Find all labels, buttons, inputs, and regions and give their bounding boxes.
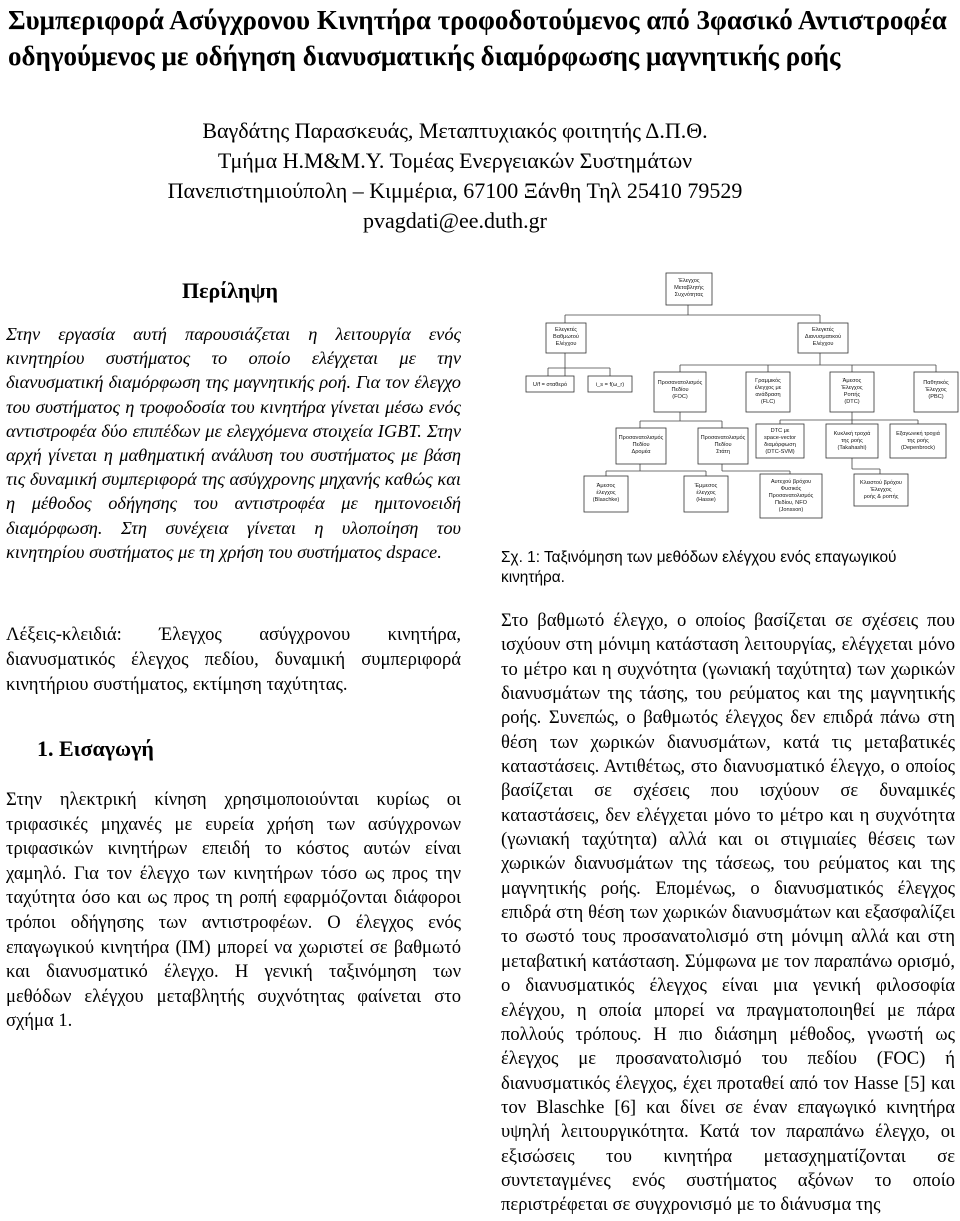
abstract-heading: Περίληψη	[182, 278, 279, 303]
control-methods-diagram	[520, 268, 960, 533]
node-text: της ροής	[907, 438, 929, 444]
node-text: διαμόρφωση	[764, 442, 796, 448]
node-text: Διανυσματικού	[804, 334, 842, 340]
figure-caption: Σχ. 1: Ταξινόμηση των μεθόδων ελέγχου ενός επαγωγικού κινητήρα.	[501, 549, 897, 586]
node-text: της ροής	[841, 438, 863, 444]
diagram-node-hasse	[684, 476, 728, 512]
node-text: Προσανατολισμός	[700, 435, 746, 441]
node-text: (Jonsson)	[778, 507, 804, 513]
diagram-node-rotor-flux	[616, 428, 666, 464]
node-text: Πεδίου	[671, 387, 689, 393]
node-text: Πεδίου	[632, 442, 650, 448]
node-text: (Blaschke)	[592, 497, 620, 503]
node-text: έλεγχος	[596, 490, 616, 496]
node-text: Άμεσος	[596, 483, 616, 489]
node-text: Έλεγχος	[841, 385, 863, 391]
node-text: Πεδίου	[714, 442, 732, 448]
keywords: Λέξεις-κλειδιά: Έλεγχος ασύγχρονου κινητήρα, διανυσματικός έλεγχος πεδίου, δυναμική συμπεριφορά κινητήριου συστήματος, εκτίμηση ταχύτητας.	[6, 624, 461, 695]
author-email: pvagdati@ee.duth.gr	[363, 208, 547, 233]
diagram-node-scalar	[546, 323, 586, 353]
author-department: Τμήμα Η.Μ&Μ.Υ. Τομέας Ενεργειακών Συστημάτων	[217, 148, 693, 173]
node-text: Κλειστού βρόχου	[860, 480, 902, 486]
node-text: Ελέγχου	[555, 341, 577, 347]
node-text: Εξαγωνική τροχιά	[896, 431, 940, 437]
node-text: Δρομέα	[631, 449, 651, 455]
introduction-text: Στην ηλεκτρική κίνηση χρησιμοποιούνται κυρίως οι τριφασικές μηχανές με ευρεία χρήση των ασύγχρονων τριφασικών κινητήρων επειδή το κόστος αυτών είναι χαμηλό. Για τον έλεγχο των κινητήρων τόσο ως προς την ταχύτητα όσο και ως προς τη ροπή εφαρμόζονται διάφοροι τρόποι οδήγησης των αντιστροφέων. Ο έλεγχος ενός επαγωγικού κινητήρα (IM) μπορεί να χωριστεί σε βαθμωτό και διανυσματικό έλεγχο. Η γενική ταξινόμηση των μεθόδων ελέγχου μεταβλητής συχνότητας φαίνεται στο σχήμα 1.	[6, 789, 461, 1032]
diagram-node-dtc-svm	[756, 424, 804, 458]
node-text: Προσανατολισμός	[618, 435, 664, 441]
node-text: Έλεγχος	[925, 387, 947, 393]
author-name: Βαγδάτης Παρασκευάς, Μεταπτυχιακός φοιτητής Δ.Π.Θ.	[202, 118, 708, 143]
node-text: έλεγχος	[696, 490, 716, 496]
node-text: ανάδραση	[755, 392, 781, 398]
diagram-node-dtc	[830, 372, 874, 412]
author-address: Πανεπιστημιούπολη – Κιμμέρια, 67100 Ξάνθη Τηλ 25410 79529	[167, 178, 743, 203]
node-text: Έμμεσος	[694, 483, 718, 489]
node-text: ροής & ροπής	[863, 494, 899, 500]
node-text: (Depenbrock)	[901, 445, 935, 451]
paper-title	[8, 2, 958, 74]
node-text: DTC με	[770, 428, 790, 434]
title-line-2: οδηγούμενος με οδήγηση διανυσματικής διαμόρφωσης μαγνητικής ροής	[8, 41, 841, 71]
diagram-node-flc	[746, 372, 790, 412]
node-text: Μεταβλητής	[674, 285, 704, 291]
node-text: Συχνότητας	[674, 292, 704, 298]
diagram-node-vector	[798, 323, 848, 353]
diagram-node-depenbrock	[890, 424, 946, 458]
node-text: (FOC)	[672, 394, 688, 400]
node-text: Γραμμικός	[755, 378, 781, 384]
diagram-node-foc	[654, 372, 706, 412]
node-text: i_s = f(ω_r)	[595, 382, 625, 388]
node-text: (Hasse)	[696, 497, 716, 503]
node-text: Προσανατολισμός	[657, 380, 703, 386]
node-text: Έλεγχος	[870, 487, 892, 493]
node-text: Παθητικός	[923, 380, 949, 386]
node-text: Ελέγχου	[812, 341, 834, 347]
diagram-node-is-f	[588, 376, 632, 392]
node-text: Ελεγκτές	[811, 327, 835, 333]
node-text: U/f = σταθερό	[532, 382, 568, 388]
diagram-node-pbc	[914, 372, 958, 412]
node-text: Αυτεχού βρόχου	[770, 479, 812, 485]
node-text: Έλεγχος	[678, 278, 700, 284]
node-text: Ελεγκτές	[554, 327, 578, 333]
node-text: space-vector	[763, 435, 797, 441]
node-text: Στάτη	[716, 449, 730, 455]
diagram-node-takahashi	[826, 424, 878, 458]
diagram-node-stator-flux	[698, 428, 748, 464]
diagram-node-root	[666, 273, 712, 305]
node-text: Βαθμωτού	[553, 334, 579, 340]
diagram-node-closed-loop	[854, 474, 908, 506]
node-text: Ροπής	[843, 392, 861, 398]
node-text: Προσανατολισμός	[768, 493, 814, 499]
title-line-1: Συμπεριφορά Ασύγχρονου Κινητήρα τροφοδοτούμενος από 3φασικό Αντιστροφέα	[8, 5, 947, 35]
node-text: Πεδίου, NFO	[775, 500, 807, 506]
node-text: (Takahashi)	[837, 445, 867, 451]
diagram-node-blaschke	[584, 476, 628, 512]
node-text: (FLC)	[760, 399, 776, 405]
right-column-text: Στο βαθμωτό έλεγχο, ο οποίος βασίζεται σε σχέσεις που ισχύουν στη μόνιμη κατάσταση λειτουργίας, ελέγχεται μόνο το μέτρο και η συχνότητα (γωνιακή ταχύτητα) των χωρικών διανυσμάτων της τάσης, του ρεύματος και της μαγνητικής ροής. Συνεπώς, ο βαθμωτός έλεγχος δεν επιδρά πάνω στη θέση των χωρικών διανυσμάτων, κατά τις μεταβατικές καταστάσεις. Αντιθέτως, στο διανυσματικό έλεγχο, ο οποίος βασίζεται σε σχέσεις που ισχύουν σε δυναμικές καταστάσεις, δεν ελέγχεται μόνο το μέτρο και η συχνότητα (γωνιακή ταχύτητα) αλλά και οι στιγμιαίες θέσεις των χωρικών διανυσμάτων της τάσεως, του ρεύματος και της μαγνητικής ροής. Επομένως, ο διανυσματικός έλεγχος επιδρά στη θέση των χωρικών διανυσμάτων και εξασφαλίζει το σωστό τους προσανατολισμό στη μόνιμη αλλά και στη μεταβατική κατάσταση. Σύμφωνα με τον παραπάνω ορισμό, ο διανυσματικός έλεγχος είναι μια γενική φιλοσοφία ελέγχου, η οποία μπορεί να πραγματοποιηθεί με πάρα πολλούς τρόπους. Η πιο διάσημη μέθοδος, γνωστή ως έλεγχος με προσανατολισμό του πεδίου (FOC) ή διανυσματικός έλεγχος, έχει προταθεί από τον Hasse [5] και τον Blaschke [6] και δίνει σε έναν επαγωγικό κινητήρα υψηλή λειτουργικότητα. Κατά τον παραπάνω έλεγχο, οι εξισώσεις του κινητήρα μετασχηματίζονται σε συντεταγμένες ενός συστήματος αξόνων το οποίο περιστρέφεται σε συγχρονισμό με το διάνυσμα της	[501, 610, 955, 1216]
node-text: (DTC-SVM)	[765, 449, 795, 455]
author-block	[0, 116, 960, 236]
node-text: Άμεσος	[842, 378, 862, 384]
section-heading-introduction: 1. Εισαγωγή	[37, 736, 154, 761]
node-text: Φυσικός	[780, 486, 802, 492]
abstract-text: Στην εργασία αυτή παρουσιάζεται η λειτουργία ενός κινητηρίου συστήματος το οποίο ελέγχεται με την διανυσματική διαμόρφωση της μαγνητικής ροή. Για τον έλεγχο του συστήματος η τροφοδοσία του κινητήρα γίνεται μέσω ενός αντιστροφέα δύο επιπέδων με ελεγχόμενα στοιχεία IGBT. Στην αρχή γίνεται η μαθηματική ανάλυση του συστήματος με βάση τις δυναμική συμπεριφορά της ασύγχρονης μηχανής καθώς και η μέθοδος οδήγησης του αντιστροφέα με ημιτονοειδή διαμόρφωση. Στη συνέχεια γίνεται η υλοποίηση του κινητηρίου συστήματος με τη χρήση του συστήματος dspace.	[6, 324, 461, 562]
node-text: Κυκλική τροχιά	[833, 431, 871, 437]
node-text: (DTC)	[844, 399, 860, 405]
node-text: (PBC)	[928, 394, 944, 400]
diagram-node-uf	[526, 376, 574, 392]
diagram-node-nfo	[760, 474, 822, 518]
node-text: έλεγχος με	[754, 385, 782, 391]
